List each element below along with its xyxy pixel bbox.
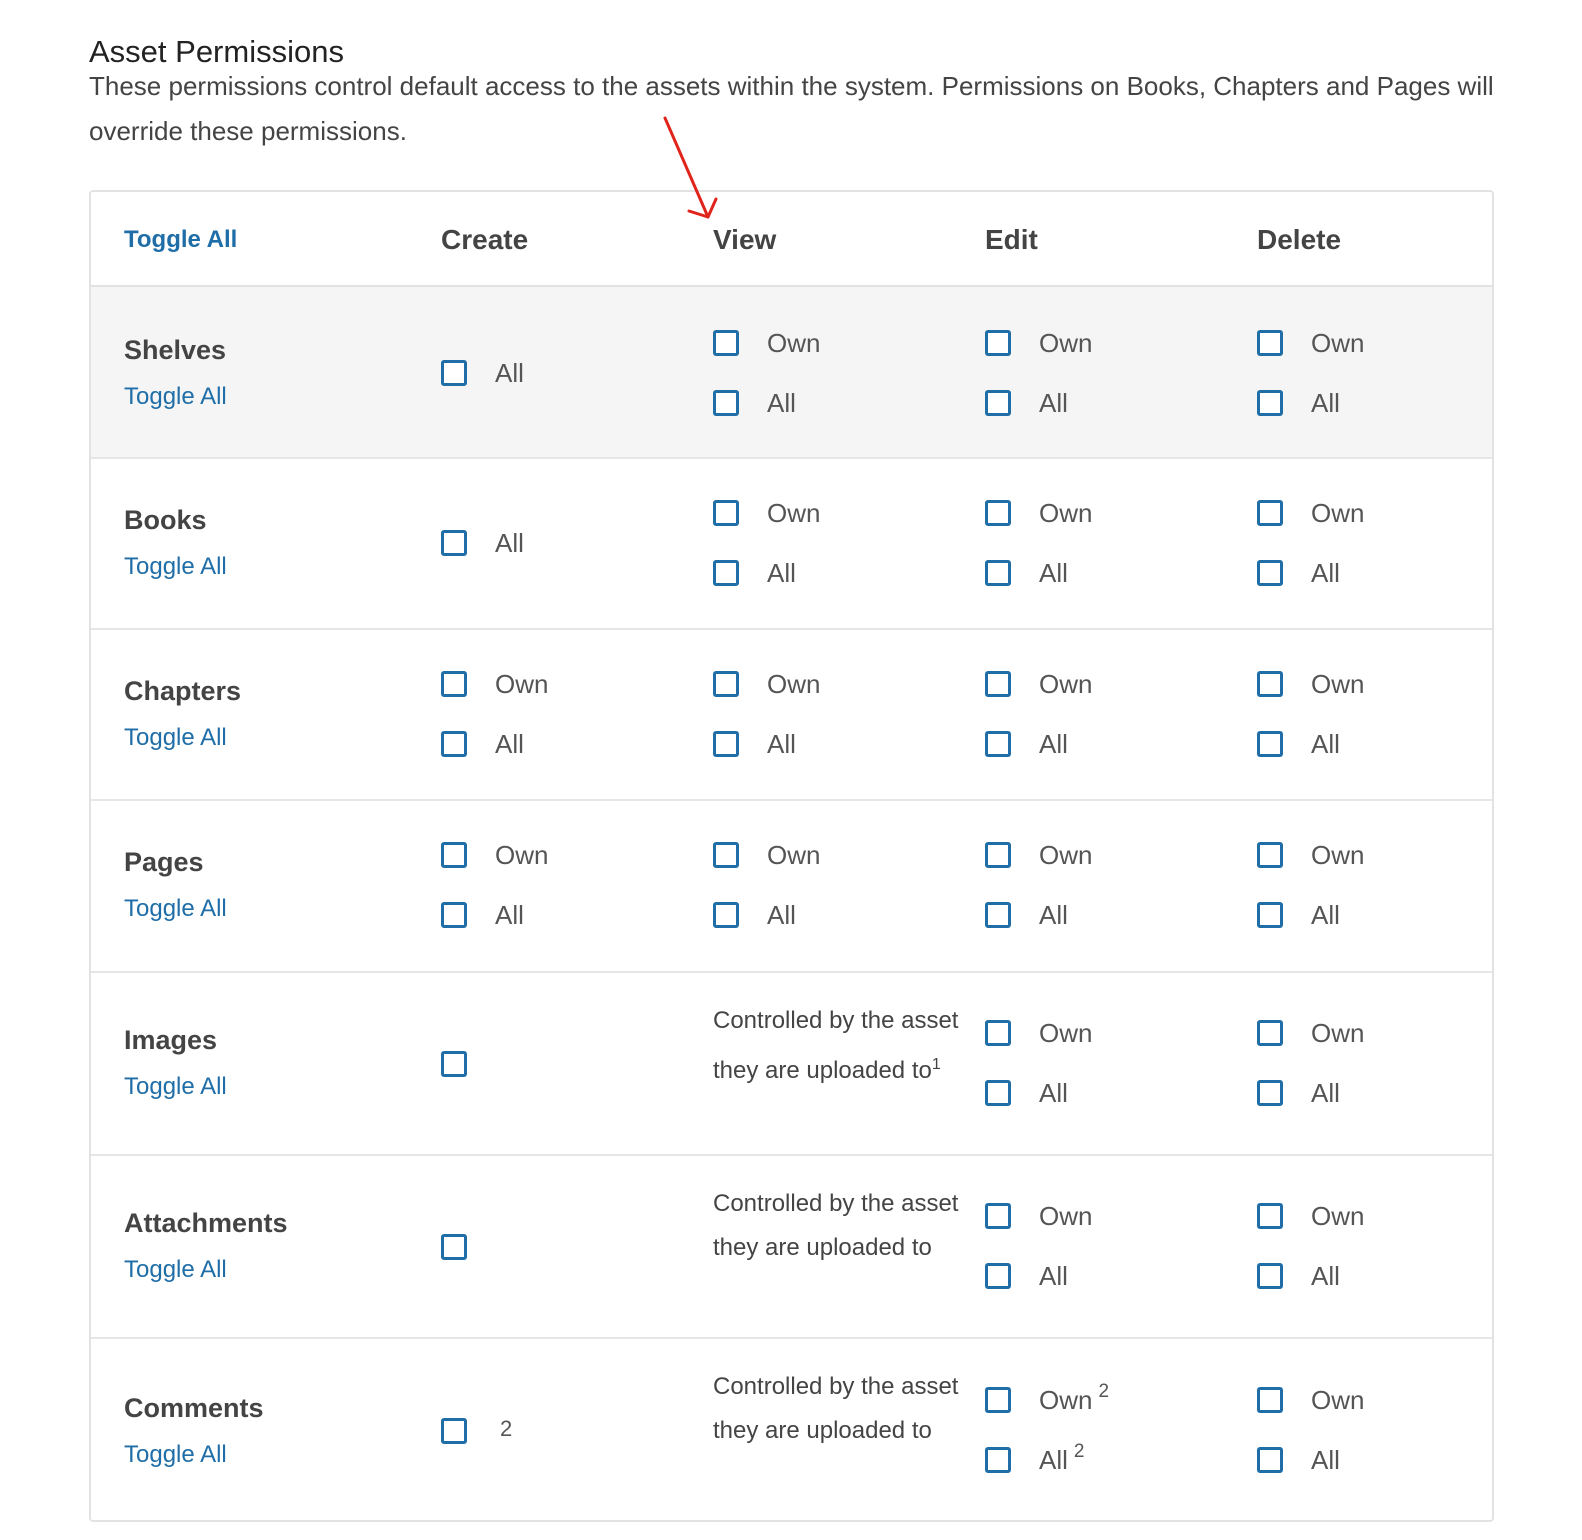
view-all-option[interactable] xyxy=(713,387,796,419)
delete-own-option[interactable] xyxy=(1257,327,1364,359)
checkbox[interactable] xyxy=(985,390,1011,416)
checkbox[interactable] xyxy=(1257,560,1283,586)
option-label: Own xyxy=(1311,668,1365,699)
option-label: Own xyxy=(767,497,821,528)
checkbox[interactable] xyxy=(441,1418,467,1444)
create-option[interactable] xyxy=(441,1415,512,1447)
view-all-option[interactable] xyxy=(713,557,796,589)
checkbox[interactable] xyxy=(985,330,1011,356)
controlled-text: Controlled by the asset they are uploaded to xyxy=(713,1373,959,1444)
option-label: All xyxy=(495,899,524,930)
page-title: Asset Permissions xyxy=(89,33,344,69)
option-label: Own xyxy=(1039,1017,1093,1048)
option-label: Own xyxy=(1311,497,1365,528)
checkbox[interactable] xyxy=(985,560,1011,586)
checkbox[interactable] xyxy=(985,731,1011,757)
option-label: All xyxy=(1311,1444,1340,1475)
checkbox[interactable] xyxy=(1257,1080,1283,1106)
option-label: All xyxy=(767,557,796,588)
permission-row-images xyxy=(91,973,1492,1156)
option-label: Own xyxy=(1039,327,1093,358)
permission-row-comments xyxy=(91,1339,1492,1520)
checkbox[interactable] xyxy=(713,390,739,416)
edit-all-option[interactable] xyxy=(985,387,1068,419)
view-controlled-note xyxy=(713,1182,973,1270)
create-all-option[interactable] xyxy=(441,728,524,760)
edit-all-option[interactable] xyxy=(985,1441,1085,1476)
checkbox[interactable] xyxy=(713,842,739,868)
option-label: All xyxy=(1039,1444,1068,1475)
delete-own-option[interactable] xyxy=(1257,1017,1364,1049)
option-label: Own xyxy=(1039,1384,1093,1415)
edit-all-option[interactable] xyxy=(985,1077,1068,1109)
checkbox[interactable] xyxy=(1257,1263,1283,1289)
table-header xyxy=(91,192,1492,287)
option-label: Own xyxy=(1039,1200,1093,1231)
checkbox[interactable] xyxy=(1257,1387,1283,1413)
row-toggle-all-link[interactable]: Toggle All xyxy=(124,553,227,580)
option-label: All xyxy=(1039,1260,1068,1291)
checkbox[interactable] xyxy=(713,731,739,757)
option-label: Own xyxy=(1311,327,1365,358)
checkbox[interactable] xyxy=(713,671,739,697)
checkbox[interactable] xyxy=(441,902,467,928)
edit-own-option[interactable] xyxy=(985,497,1092,529)
create-all-option[interactable] xyxy=(441,527,524,559)
delete-own-option[interactable] xyxy=(1257,839,1364,871)
edit-all-option[interactable] xyxy=(985,899,1068,931)
option-label: All xyxy=(1311,1077,1340,1108)
column-header-edit: Edit xyxy=(985,224,1038,255)
checkbox[interactable] xyxy=(713,500,739,526)
permission-row-chapters xyxy=(91,630,1492,801)
create-all-option[interactable] xyxy=(441,357,524,389)
option-label: Own xyxy=(1039,497,1093,528)
checkbox[interactable] xyxy=(1257,731,1283,757)
view-controlled-note xyxy=(713,999,973,1093)
toggle-all-link[interactable]: Toggle All xyxy=(124,226,238,253)
checkbox[interactable] xyxy=(1257,1020,1283,1046)
delete-own-option[interactable] xyxy=(1257,668,1364,700)
view-own-option[interactable] xyxy=(713,327,820,359)
option-label: Own xyxy=(767,327,821,358)
create-own-option[interactable] xyxy=(441,839,548,871)
delete-all-option[interactable] xyxy=(1257,1077,1340,1109)
row-name: Pages xyxy=(124,847,204,877)
row-toggle-all-link[interactable]: Toggle All xyxy=(124,1441,227,1468)
checkbox[interactable] xyxy=(441,842,467,868)
option-label: Own xyxy=(1039,839,1093,870)
edit-all-option[interactable] xyxy=(985,557,1068,589)
checkbox[interactable] xyxy=(441,671,467,697)
checkbox[interactable] xyxy=(441,1051,467,1077)
option-label: All xyxy=(1311,387,1340,418)
delete-all-option[interactable] xyxy=(1257,387,1340,419)
checkbox[interactable] xyxy=(985,1080,1011,1106)
view-own-option[interactable] xyxy=(713,668,820,700)
edit-own-option[interactable] xyxy=(985,327,1092,359)
permission-row-pages xyxy=(91,801,1492,973)
checkbox[interactable] xyxy=(1257,500,1283,526)
create-option[interactable] xyxy=(441,1231,495,1263)
option-label: Own xyxy=(1311,839,1365,870)
permission-row-shelves xyxy=(91,287,1492,459)
row-name: Comments xyxy=(124,1393,264,1423)
asset-permissions-table xyxy=(89,190,1494,1522)
delete-all-option[interactable] xyxy=(1257,1444,1340,1476)
row-name: Attachments xyxy=(124,1208,288,1238)
delete-own-option[interactable] xyxy=(1257,1384,1364,1416)
option-label: Own xyxy=(1039,668,1093,699)
delete-own-option[interactable] xyxy=(1257,497,1364,529)
view-controlled-note xyxy=(713,1365,973,1453)
checkbox[interactable] xyxy=(1257,842,1283,868)
checkbox[interactable] xyxy=(713,330,739,356)
row-toggle-all-link[interactable]: Toggle All xyxy=(124,1073,227,1100)
view-all-option[interactable] xyxy=(713,728,796,760)
checkbox[interactable] xyxy=(985,1263,1011,1289)
edit-own-option[interactable] xyxy=(985,668,1092,700)
option-label: All xyxy=(767,387,796,418)
controlled-text: Controlled by the asset they are uploaded to xyxy=(713,1190,959,1261)
option-label: Own xyxy=(1311,1200,1365,1231)
option-label: All xyxy=(767,728,796,759)
row-toggle-all-link[interactable]: Toggle All xyxy=(124,724,227,751)
option-label: All xyxy=(1039,387,1068,418)
edit-own-option[interactable] xyxy=(985,1200,1092,1232)
permission-row-books xyxy=(91,459,1492,630)
row-toggle-all-link[interactable]: Toggle All xyxy=(124,383,227,410)
option-label: Own xyxy=(767,668,821,699)
option-label: All xyxy=(1039,728,1068,759)
delete-all-option[interactable] xyxy=(1257,557,1340,589)
checkbox[interactable] xyxy=(985,1203,1011,1229)
option-label: All xyxy=(495,357,524,388)
option-label: All xyxy=(1039,1077,1068,1108)
checkbox[interactable] xyxy=(1257,671,1283,697)
checkbox[interactable] xyxy=(985,671,1011,697)
footnote-marker: 2 xyxy=(500,1416,513,1441)
create-own-option[interactable] xyxy=(441,668,548,700)
option-label: Own xyxy=(1311,1017,1365,1048)
delete-own-option[interactable] xyxy=(1257,1200,1364,1232)
checkbox[interactable] xyxy=(441,1234,467,1260)
create-all-option[interactable] xyxy=(441,899,524,931)
row-name: Shelves xyxy=(124,335,227,365)
page-description: These permissions control default access to the assets within the system. Permissions on Books, Chapters and Pages will override these permissions. xyxy=(89,71,1494,146)
option-label: All xyxy=(495,728,524,759)
option-label: All xyxy=(1039,557,1068,588)
checkbox[interactable] xyxy=(1257,1447,1283,1473)
edit-own-option[interactable] xyxy=(985,1381,1110,1416)
delete-all-option[interactable] xyxy=(1257,728,1340,760)
edit-all-option[interactable] xyxy=(985,728,1068,760)
delete-all-option[interactable] xyxy=(1257,899,1340,931)
checkbox[interactable] xyxy=(441,360,467,386)
edit-own-option[interactable] xyxy=(985,1017,1092,1049)
footnote-marker: 1 xyxy=(931,1056,941,1073)
permission-row-attachments xyxy=(91,1156,1492,1339)
create-option[interactable] xyxy=(441,1048,495,1080)
row-name: Books xyxy=(124,505,207,535)
checkbox[interactable] xyxy=(713,560,739,586)
view-all-option[interactable] xyxy=(713,899,796,931)
controlled-text: Controlled by the asset they are uploaded to xyxy=(713,1007,959,1084)
delete-all-option[interactable] xyxy=(1257,1260,1340,1292)
checkbox[interactable] xyxy=(1257,1203,1283,1229)
checkbox[interactable] xyxy=(985,1447,1011,1473)
row-name: Chapters xyxy=(124,676,242,706)
column-header-create: Create xyxy=(441,224,529,255)
checkbox[interactable] xyxy=(1257,390,1283,416)
row-toggle-all-link[interactable]: Toggle All xyxy=(124,895,227,922)
row-toggle-all-link[interactable]: Toggle All xyxy=(124,1256,227,1283)
checkbox[interactable] xyxy=(441,530,467,556)
footnote-marker: 2 xyxy=(1098,1381,1110,1402)
option-label: All xyxy=(1311,557,1340,588)
option-label: All xyxy=(495,527,524,558)
edit-own-option[interactable] xyxy=(985,839,1092,871)
column-header-delete: Delete xyxy=(1257,224,1342,255)
option-label: All xyxy=(1311,1260,1340,1291)
view-own-option[interactable] xyxy=(713,839,820,871)
option-label: All xyxy=(767,899,796,930)
checkbox[interactable] xyxy=(985,1387,1011,1413)
option-label: Own xyxy=(495,668,549,699)
option-label: Own xyxy=(1311,1384,1365,1415)
checkbox[interactable] xyxy=(985,902,1011,928)
option-label: Own xyxy=(767,839,821,870)
checkbox[interactable] xyxy=(441,731,467,757)
checkbox[interactable] xyxy=(1257,902,1283,928)
checkbox[interactable] xyxy=(713,902,739,928)
checkbox[interactable] xyxy=(985,500,1011,526)
checkbox[interactable] xyxy=(1257,330,1283,356)
option-label: All xyxy=(1311,728,1340,759)
column-header-view: View xyxy=(713,224,777,255)
row-name: Images xyxy=(124,1025,218,1055)
view-own-option[interactable] xyxy=(713,497,820,529)
footnote-marker: 2 xyxy=(1073,1441,1085,1462)
option-label: All xyxy=(1311,899,1340,930)
checkbox[interactable] xyxy=(985,1020,1011,1046)
checkbox[interactable] xyxy=(985,842,1011,868)
option-label: All xyxy=(1039,899,1068,930)
edit-all-option[interactable] xyxy=(985,1260,1068,1292)
option-label: Own xyxy=(495,839,549,870)
